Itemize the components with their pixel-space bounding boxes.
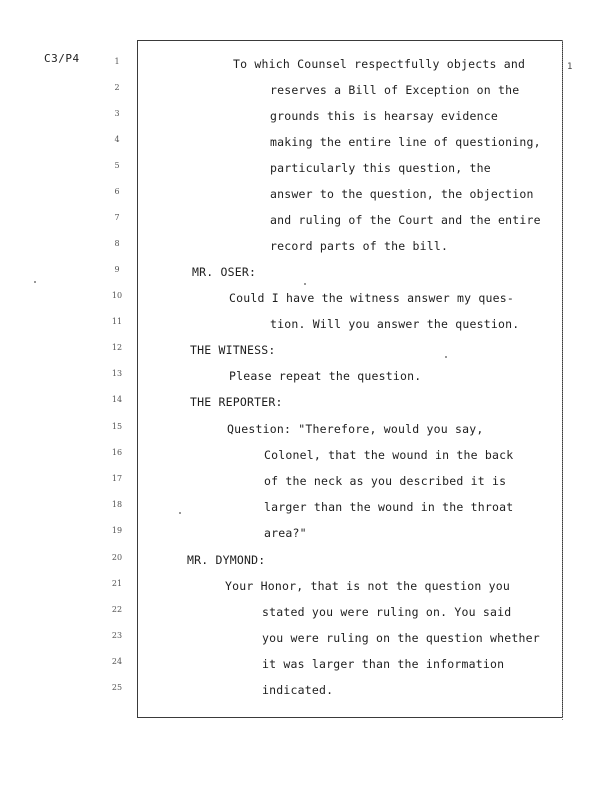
transcript-line: and ruling of the Court and the entire bbox=[270, 213, 541, 227]
line-number: 1 bbox=[114, 57, 120, 66]
transcript-line: making the entire line of questioning, bbox=[270, 135, 541, 149]
line-number: 12 bbox=[111, 343, 123, 352]
line-number: 4 bbox=[114, 135, 120, 144]
line-number: 13 bbox=[111, 369, 123, 378]
transcript-line: particularly this question, the bbox=[270, 161, 491, 175]
scan-speck bbox=[304, 283, 306, 285]
transcript-line: larger than the wound in the throat bbox=[264, 500, 514, 514]
speaker-label: THE REPORTER: bbox=[190, 395, 283, 409]
margin-mark: 1 bbox=[567, 62, 573, 72]
line-number: 6 bbox=[114, 187, 120, 196]
scan-speck bbox=[179, 512, 181, 514]
line-number: 22 bbox=[111, 605, 123, 614]
line-number: 23 bbox=[111, 631, 123, 640]
transcript-line: reserves a Bill of Exception on the bbox=[270, 83, 520, 97]
transcript-line: indicated. bbox=[262, 683, 334, 697]
line-number: 19 bbox=[111, 526, 123, 535]
scan-speck bbox=[34, 281, 36, 283]
page-identifier: C3/P4 bbox=[44, 52, 80, 65]
transcript-line: answer to the question, the objection bbox=[270, 187, 534, 201]
transcript-line: it was larger than the information bbox=[262, 657, 505, 671]
line-number: 2 bbox=[114, 83, 120, 92]
transcript-line: grounds this is hearsay evidence bbox=[270, 109, 498, 123]
line-number: 18 bbox=[111, 500, 123, 509]
line-number: 15 bbox=[111, 422, 123, 431]
transcript-line: Question: "Therefore, would you say, bbox=[227, 422, 484, 436]
speaker-label: THE WITNESS: bbox=[190, 343, 276, 357]
transcript-line: Please repeat the question. bbox=[229, 369, 422, 383]
transcript-line: of the neck as you described it is bbox=[264, 474, 507, 488]
scan-speck bbox=[445, 356, 447, 358]
transcript-line: Colonel, that the wound in the back bbox=[264, 448, 514, 462]
line-number: 20 bbox=[111, 553, 123, 562]
transcript-line: To which Counsel respectfully objects and bbox=[233, 57, 526, 71]
transcript-line: tion. Will you answer the question. bbox=[270, 317, 520, 331]
line-number: 5 bbox=[114, 161, 120, 170]
line-number: 8 bbox=[114, 239, 120, 248]
line-number: 17 bbox=[111, 474, 123, 483]
line-number: 9 bbox=[114, 265, 120, 274]
transcript-line: stated you were ruling on. You said bbox=[262, 605, 512, 619]
line-number: 10 bbox=[111, 291, 123, 300]
speaker-label: MR. OSER: bbox=[192, 265, 257, 279]
transcript-line: record parts of the bill. bbox=[270, 239, 449, 253]
line-number: 21 bbox=[111, 579, 123, 588]
line-number: 24 bbox=[111, 657, 123, 666]
transcript-line: you were ruling on the question whether bbox=[262, 631, 540, 645]
transcript-line: Your Honor, that is not the question you bbox=[225, 579, 510, 593]
right-margin-rule bbox=[562, 40, 563, 720]
line-number: 7 bbox=[114, 213, 120, 222]
line-number: 14 bbox=[111, 395, 123, 404]
line-number: 3 bbox=[114, 109, 120, 118]
speaker-label: MR. DYMOND: bbox=[187, 553, 266, 567]
transcript-line: area?" bbox=[264, 526, 307, 540]
line-number: 25 bbox=[111, 683, 123, 692]
line-number: 16 bbox=[111, 448, 123, 457]
transcript-line: Could I have the witness answer my ques- bbox=[229, 291, 514, 305]
line-number: 11 bbox=[111, 317, 123, 326]
